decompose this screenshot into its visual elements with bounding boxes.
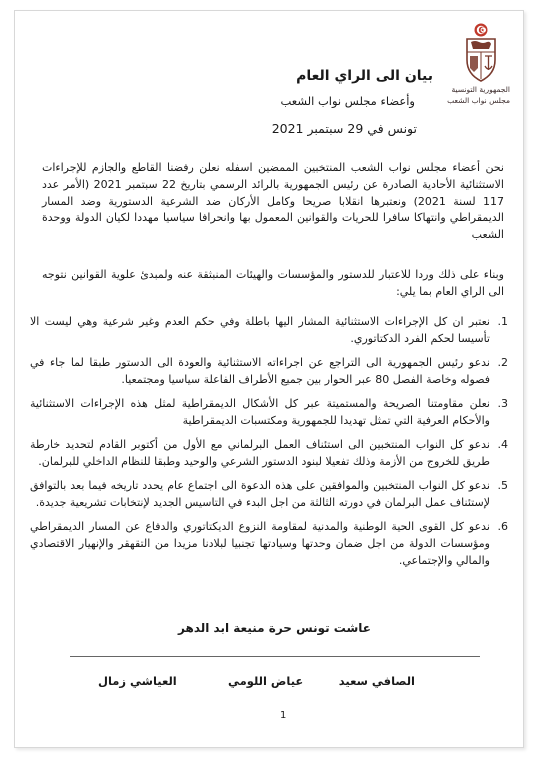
emblem-institution-label: مجلس نواب الشعب [447, 96, 510, 105]
signatory-name: العياشي زمال [98, 674, 177, 688]
item-number: 2. [497, 356, 508, 369]
list-item [30, 354, 508, 388]
document-date: تونس في 29 سبتمبر 2021 [271, 121, 417, 136]
coat-of-arms-icon [461, 22, 501, 84]
list-item [30, 477, 508, 511]
item-number: 5. [497, 479, 508, 492]
item-text: ندعو كل النواب المنتخبين والموافقين على هذه الدعوة الى اجتماع عام يحدد تاريخه فيما بعد بالتوافق لإستئناف عمل البرلمان في دورته الثالثة من اجل البدء في التاسيس الجديد لإنتخابات تشريعية جديدة. [30, 479, 490, 509]
item-number: 6. [497, 520, 508, 533]
preamble-paragraph: وبناء على ذلك وردا للاعتبار للدستور والمؤسسات والهيئات المنبثقة عنه ولمبدئ علوية القوانين نتوجه الى الراي العام بما يلي: [42, 268, 504, 298]
list-item [30, 436, 508, 470]
closing-slogan: عاشت تونس حرة منيعة ابد الدهر [178, 621, 371, 635]
item-number: 4. [497, 438, 508, 451]
intro-paragraph: نحن أعضاء مجلس نواب الشعب المنتخبين الممضين اسفله نعلن رفضنا القاطع والجازم للإجراءات الاستثنائية الأحادية الصادرة عن رئيس الجمهورية بالرائد الرسمي بتاريخ 22 سبتمبر 2021 (الأمر عدد 117 لسنة 2021) ونعتبرها انقلابا صريحا وكامل الأركان ضد الشرعية الدستورية وضد المسار الديمقراطي وانتهاكا سافرا للحريات والقوانين المعمول بها وانحرافا سياسيا مهددا لكيان الدولة ووحدة الشعب [42, 161, 504, 242]
item-text: نعلن مقاومتنا الصريحة والمستميتة عبر كل الأشكال الديمقراطية لمثل هذه الإجراءات الاستثنائية والأحكام العرفية التي تمثل تهديدا للجمهورية ومكتسبات الديمقراطية [30, 397, 490, 427]
signatory-name: عياض اللومي [228, 674, 304, 688]
list-item [30, 518, 508, 569]
item-text: ندعو رئيس الجمهورية الى التراجع عن اجراءاته الاستثنائية والعودة الى الدستور طبقا لما جاء في فصوله وخاصة الفصل 80 عبر الحوار بين جميع الأطراف الفاعلة سياسيا ومجتمعيا. [30, 356, 490, 386]
item-number: 3. [497, 397, 508, 410]
list-item [30, 313, 508, 347]
signature-divider [70, 656, 480, 657]
item-text: ندعو كل القوى الحية الوطنية والمدنية لمقاومة النزوع الديكتاتوري والدفاع عن المسار الديمقراطي ومؤسسات الدولة من اجل ضمان وحدتها وسيادتها تجنبيا لبلادنا مزيدا من التقهقر والإنهيار الاقتصادي والمالي والإجتماعي. [30, 520, 490, 567]
signatory-name: الصافي سعيد [338, 674, 415, 688]
item-text: نعتبر ان كل الإجراءات الاستثنائية المشار اليها باطلة وفي حكم العدم وغير شرعية وهي ليست الا تأسيسا لحكم الفرد الدكتاتوري. [30, 315, 490, 345]
item-number: 1. [497, 315, 508, 328]
demands-list [30, 313, 508, 576]
parliament-emblem [447, 22, 510, 114]
page-number: 1 [280, 710, 287, 721]
document-addressee: وأعضاء مجلس نواب الشعب [280, 94, 415, 108]
document-title: بيان الى الراي العام [296, 68, 433, 84]
emblem-country-label: الجمهورية التونسية [451, 85, 510, 94]
list-item [30, 395, 508, 429]
item-text: ندعو كل النواب المنتخبين الى استئناف العمل البرلماني مع الأول من أكتوبر القادم لتحديد خارطة طريق للخروج من الأزمة وذلك تفعيلا لبنود الدستور الشرعي والوحيد وطبقا للنظام الداخلي للبرلمان. [30, 438, 490, 468]
